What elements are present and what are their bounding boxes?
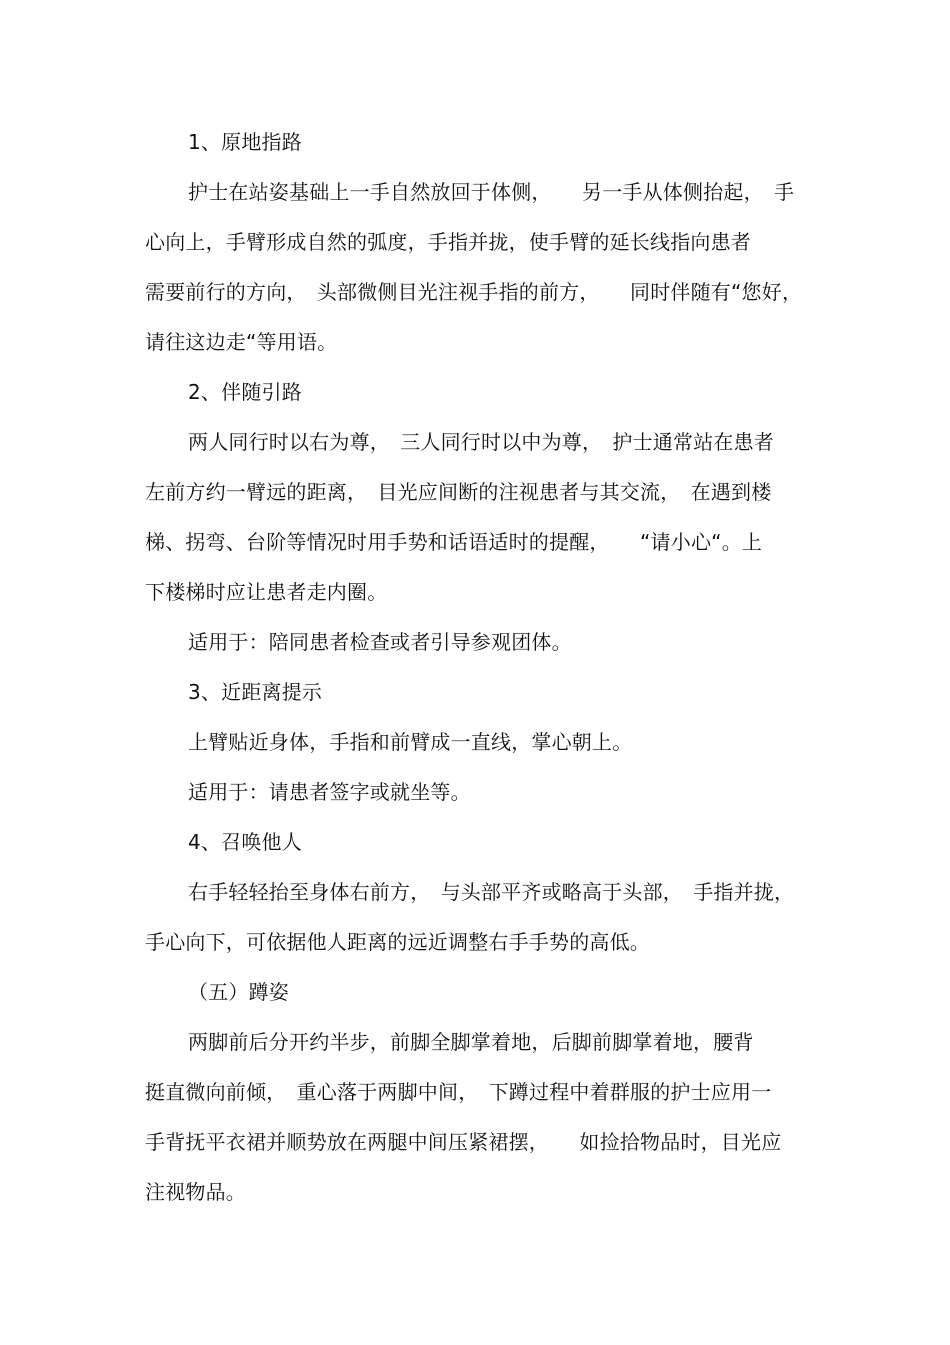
heading-1: 1、原地指路 bbox=[188, 130, 302, 154]
paragraph-line: 请往这边走“等用语。 bbox=[145, 330, 338, 354]
paragraph-line: 适用于：请患者签字或就坐等。 bbox=[188, 780, 471, 804]
paragraph-line: 左前方约一臂远的距离， 目光应间断的注视患者与其交流， 在遇到楼 bbox=[145, 480, 772, 504]
heading-2: 2、伴随引路 bbox=[188, 380, 302, 404]
paragraph-line: 适用于：陪同患者检查或者引导参观团体。 bbox=[188, 630, 572, 654]
paragraph-line: 手心向下，可依据他人距离的远近调整右手手势的高低。 bbox=[145, 930, 650, 954]
heading-4: 4、召唤他人 bbox=[188, 830, 302, 854]
paragraph-line: 需要前行的方向， 头部微侧目光注视手指的前方， 同时伴随有“您好， bbox=[145, 280, 803, 304]
paragraph-line: 梯、拐弯、台阶等情况时用手势和话语适时的提醒， “请小心“。上 bbox=[145, 530, 763, 554]
paragraph-line: 上臂贴近身体，手指和前臂成一直线，掌心朝上。 bbox=[188, 730, 633, 754]
paragraph-line: 注视物品。 bbox=[145, 1180, 246, 1204]
paragraph-line: 右手轻轻抬至身体右前方， 与头部平齐或略高于头部， 手指并拢， bbox=[188, 880, 795, 904]
section-heading: （五）蹲姿 bbox=[188, 980, 289, 1004]
paragraph-line: 挺直微向前倾， 重心落于两脚中间， 下蹲过程中着群服的护士应用一 bbox=[145, 1080, 772, 1104]
paragraph-line: 两人同行时以右为尊， 三人同行时以中为尊， 护士通常站在患者 bbox=[188, 430, 774, 454]
paragraph-line: 两脚前后分开约半步，前脚全脚掌着地，后脚前脚掌着地，腰背 bbox=[188, 1030, 754, 1054]
paragraph-line: 手背抚平衣裙并顺势放在两腿中间压紧裙摆， 如捡拾物品时，目光应 bbox=[145, 1130, 782, 1154]
paragraph-line: 护士在站姿基础上一手自然放回于体侧， 另一手从体侧抬起， 手 bbox=[188, 180, 795, 204]
paragraph-line: 心向上，手臂形成自然的弧度，手指并拢，使手臂的延长线指向患者 bbox=[145, 230, 751, 254]
paragraph-line: 下楼梯时应让患者走内圈。 bbox=[145, 580, 388, 604]
heading-3: 3、近距离提示 bbox=[188, 680, 323, 704]
